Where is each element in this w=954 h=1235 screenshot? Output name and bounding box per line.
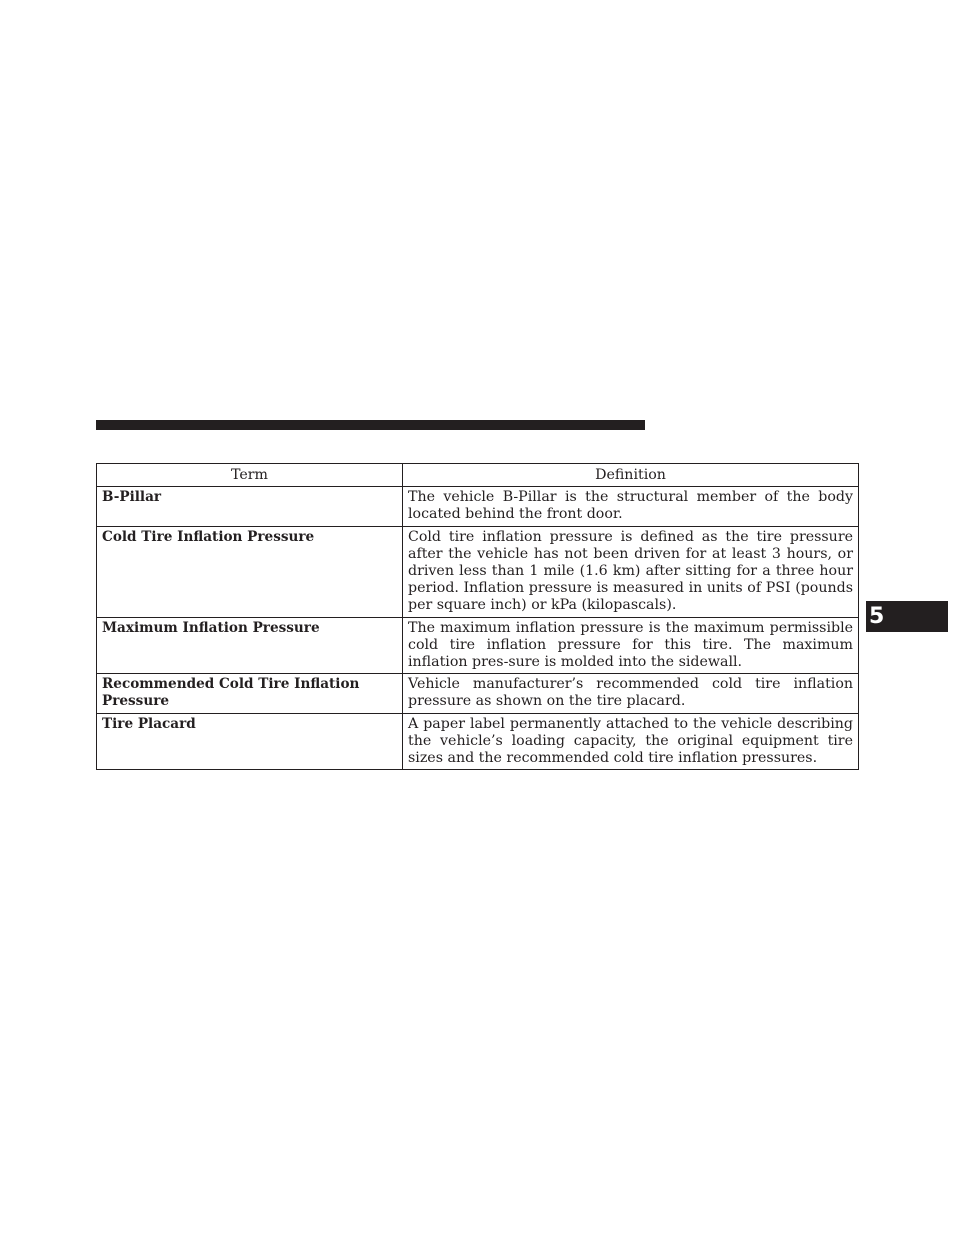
term-cell: Tire Placard [97, 713, 403, 770]
definition-cell: A paper label permanently attached to the vehicle describing the vehicle’s loading capacity, the original equipment tire sizes and the recommended cold tire inflation pressures. [403, 713, 859, 770]
term-cell: Recommended Cold Tire Inflation Pressure [97, 674, 403, 713]
column-header-definition: Definition [403, 464, 859, 487]
table-header-row [97, 464, 859, 487]
table-row [97, 487, 859, 526]
tire-terms-table [96, 463, 859, 770]
column-header-term: Term [97, 464, 403, 487]
table-row [97, 713, 859, 770]
section-divider-bar [96, 420, 645, 430]
definition-cell: The maximum inflation pressure is the maximum permissible cold tire inflation pressure for this tire. The maximum inflation pres-sure is molded into the sidewall. [403, 617, 859, 674]
term-cell: B-Pillar [97, 487, 403, 526]
table-row [97, 674, 859, 713]
definition-cell: The vehicle B-Pillar is the structural member of the body located behind the front door. [403, 487, 859, 526]
table-row [97, 526, 859, 617]
term-cell: Maximum Inflation Pressure [97, 617, 403, 674]
table-row [97, 617, 859, 674]
chapter-tab: 5 [866, 601, 948, 632]
term-cell: Cold Tire Inflation Pressure [97, 526, 403, 617]
definition-cell: Cold tire inflation pressure is defined as the tire pressure after the vehicle has not been driven for at least 3 hours, or driven less than 1 mile (1.6 km) after sitting for a three hour period. Inflation pressure is measured in units of PSI (pounds per square inch) or kPa (kilopascals). [403, 526, 859, 617]
definition-cell: Vehicle manufacturer’s recommended cold tire inflation pressure as shown on the tire placard. [403, 674, 859, 713]
